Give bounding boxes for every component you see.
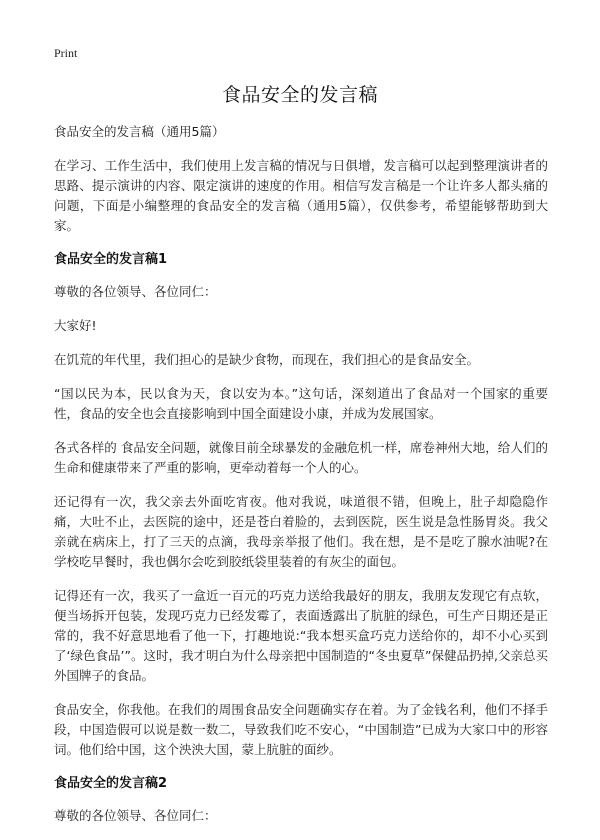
print-link[interactable]: Print (54, 46, 78, 60)
paragraph: 还记得有一次，我父亲去外面吃宵夜。他对我说，味道很不错，但晚上，肚子却隐隐作痛，大吐不止，去医院的途中，还是苍白着脸的，去到医院，医生说是急性肠胃炎。我父亲就在病床上，打了三天的点滴，我母亲举报了他们。我在想，是不是吃了腺水油呢?在学校吃早餐时，我也偶尔会吃到胶纸袋里装着的有灰尘的面包。 (54, 494, 548, 569)
document-body (54, 122, 548, 840)
intro-paragraph: 在学习、工作生活中，我们使用上发言稿的情况与日俱增，发言稿可以起到整理演讲者的思路、提示演讲的内容、限定演讲的速度的作用。相信写发言稿是一个让许多人都头痛的问题，下面是小编整理的食品安全的发言稿（通用5篇），仅供参考，希望能够帮助到大家。 (54, 158, 548, 233)
document-title: 食品安全的发言稿 (221, 84, 378, 106)
document-subtitle: 食品安全的发言稿（通用5篇） (54, 124, 225, 139)
paragraph: 在饥荒的年代里，我们担心的是缺少食物，而现在，我们担心的是食品安全。 (54, 352, 480, 367)
paragraph: 大家好! (54, 318, 97, 333)
paragraph: 各式各样的 食品安全问题，就像目前全球暴发的金融危机一样，席卷神州大地，给人们的生命和健康带来了严重的影响，更牵动着每一个人的心。 (54, 440, 548, 475)
section-heading-2: 食品安全的发言稿2 (54, 776, 168, 791)
section-heading-1: 食品安全的发言稿1 (54, 252, 168, 267)
paragraph: 尊敬的各位领导、各位同仁： (54, 808, 217, 823)
paragraph: 尊敬的各位领导、各位同仁： (54, 284, 217, 299)
paragraph: “国以民为本，民以食为天，食以安为本。”这句话，深刻道出了食品对一个国家的重要性，食品的安全也会直接影响到中国全面建设小康，并成为发展国家。 (54, 386, 548, 421)
paragraph: 记得还有一次，我买了一盒近一百元的巧克力送给我最好的朋友，我朋友发现它有点软，便当场拆开包装，发现巧克力已经发霉了，表面透露出了肮脏的绿色，可生产日期还是正常的，我不好意思地看了他一下，打趣地说:“我本想买盒巧克力送给你的，却不小心买到了‘绿色食品’”。这时，我才明白为什么母亲把中国制造的“冬虫夏草”保健品扔掉,父亲总买外国牌子的食品。 (54, 588, 548, 683)
paragraph: 食品安全，你我他。在我们的周围食品安全问题确实存在着。为了金钱名利，他们不择手段，中国造假可以说是数一数二，导致我们吃不安心，“中国制造”已成为大家口中的形容词。他们给中国，这个泱泱大国，蒙上肮脏的面纱。 (54, 702, 548, 757)
